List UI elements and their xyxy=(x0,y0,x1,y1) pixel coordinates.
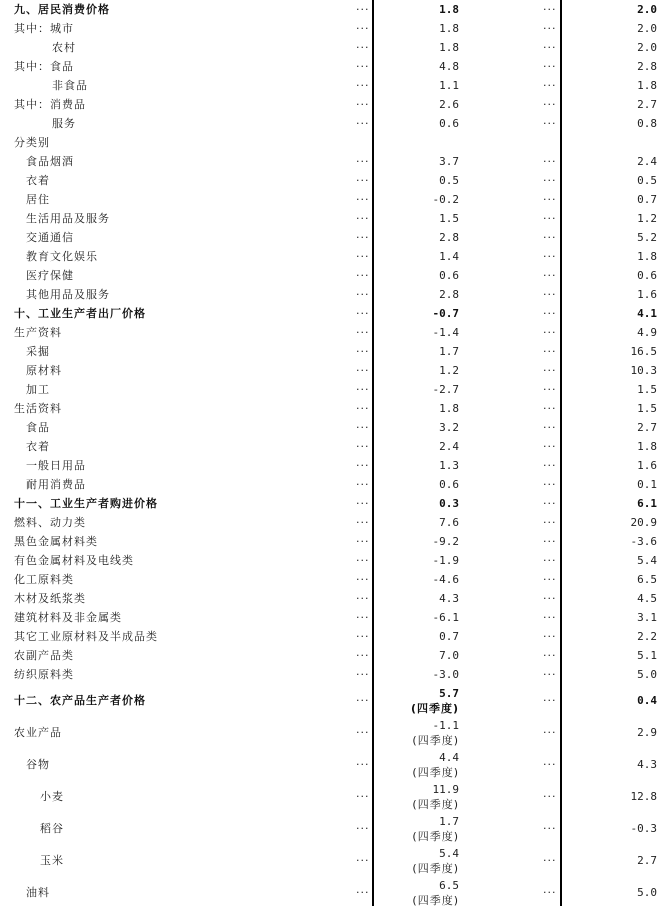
table-row xyxy=(0,665,666,684)
value-col1: 0.6 xyxy=(439,269,459,282)
value-col1: 2.6 xyxy=(439,98,459,111)
value-col2: 2.8 xyxy=(637,60,657,73)
period-note: (四季度) xyxy=(412,798,459,811)
value-col2: 6.1 xyxy=(637,497,657,510)
row-label: 医疗保健 xyxy=(26,269,74,282)
leader-dots: ··· xyxy=(543,174,557,187)
row-label: 一般日用品 xyxy=(26,459,86,472)
value-col2: 1.5 xyxy=(637,383,657,396)
value-col1: 7.6 xyxy=(439,516,459,529)
row-label: 分类别 xyxy=(14,136,50,149)
table-row xyxy=(0,532,666,551)
leader-dots: ··· xyxy=(356,592,370,605)
leader-dots: ··· xyxy=(356,611,370,624)
leader-dots: ··· xyxy=(543,41,557,54)
value-col2: 4.1 xyxy=(637,307,657,320)
leader-dots: ··· xyxy=(543,554,557,567)
table-row xyxy=(0,494,666,513)
leader-dots: ··· xyxy=(543,497,557,510)
leader-dots: ··· xyxy=(356,231,370,244)
leader-dots: ··· xyxy=(356,22,370,35)
table-row xyxy=(0,247,666,266)
row-label: 黑色金属材料类 xyxy=(14,535,98,548)
value-col1: 3.2 xyxy=(439,421,459,434)
row-label: 其他用品及服务 xyxy=(26,288,110,301)
leader-dots: ··· xyxy=(543,886,557,899)
table-row xyxy=(0,716,666,748)
leader-dots: ··· xyxy=(356,421,370,434)
leader-dots: ··· xyxy=(543,193,557,206)
value-col1: 2.8 xyxy=(439,231,459,244)
leader-dots: ··· xyxy=(356,345,370,358)
leader-dots: ··· xyxy=(356,117,370,130)
leader-dots: ··· xyxy=(543,307,557,320)
value-col1: 7.0 xyxy=(439,649,459,662)
table-row xyxy=(0,266,666,285)
row-label: 其中：食品 xyxy=(14,60,74,73)
value-col2: 4.3 xyxy=(637,758,657,771)
table-row xyxy=(0,190,666,209)
value-col1: -0.2 xyxy=(432,193,459,206)
value-col1: -1.1 xyxy=(432,719,459,732)
row-label: 其中：消费品 xyxy=(14,98,86,111)
leader-dots: ··· xyxy=(356,630,370,643)
value-col1: 5.4 xyxy=(439,847,459,860)
table-row xyxy=(0,608,666,627)
value-col2: 1.8 xyxy=(637,440,657,453)
leader-dots: ··· xyxy=(543,649,557,662)
row-label: 玉米 xyxy=(40,854,64,867)
row-label: 有色金属材料及电线类 xyxy=(14,554,134,567)
value-col1: 4.3 xyxy=(439,592,459,605)
row-label: 交通通信 xyxy=(26,231,74,244)
leader-dots: ··· xyxy=(356,307,370,320)
table-row xyxy=(0,38,666,57)
leader-dots: ··· xyxy=(543,288,557,301)
value-col2: 16.5 xyxy=(630,345,657,358)
value-col2: 20.9 xyxy=(630,516,657,529)
row-label: 采掘 xyxy=(26,345,50,358)
value-col1: 0.3 xyxy=(439,497,459,510)
row-label: 谷物 xyxy=(26,758,50,771)
leader-dots: ··· xyxy=(543,402,557,415)
table-row xyxy=(0,399,666,418)
value-col1: 1.7 xyxy=(439,345,459,358)
value-col1: -0.7 xyxy=(432,307,459,320)
leader-dots: ··· xyxy=(543,573,557,586)
value-col1: 1.3 xyxy=(439,459,459,472)
value-col1: 5.7 xyxy=(439,687,459,700)
leader-dots: ··· xyxy=(356,269,370,282)
table-row xyxy=(0,114,666,133)
leader-dots: ··· xyxy=(356,573,370,586)
row-label: 燃料、动力类 xyxy=(14,516,86,529)
value-col2: 2.2 xyxy=(637,630,657,643)
leader-dots: ··· xyxy=(543,326,557,339)
table-row xyxy=(0,152,666,171)
row-label: 衣着 xyxy=(26,174,50,187)
value-col2: 4.9 xyxy=(637,326,657,339)
row-label: 十二、农产品生产者价格 xyxy=(14,694,146,707)
value-col1: 1.4 xyxy=(439,250,459,263)
row-label: 生产资料 xyxy=(14,326,62,339)
row-label: 耐用消费品 xyxy=(26,478,86,491)
row-label: 生活资料 xyxy=(14,402,62,415)
value-col2: 1.2 xyxy=(637,212,657,225)
table-row xyxy=(0,513,666,532)
table-row xyxy=(0,684,666,716)
value-col1: 0.7 xyxy=(439,630,459,643)
leader-dots: ··· xyxy=(356,41,370,54)
leader-dots: ··· xyxy=(543,22,557,35)
leader-dots: ··· xyxy=(543,668,557,681)
row-label: 纺织原料类 xyxy=(14,668,74,681)
row-label: 油料 xyxy=(26,886,50,899)
value-col1: 0.6 xyxy=(439,117,459,130)
leader-dots: ··· xyxy=(543,98,557,111)
leader-dots: ··· xyxy=(543,421,557,434)
leader-dots: ··· xyxy=(356,497,370,510)
value-col2: 1.6 xyxy=(637,459,657,472)
table-row xyxy=(0,876,666,908)
leader-dots: ··· xyxy=(356,383,370,396)
leader-dots: ··· xyxy=(543,694,557,707)
value-col1: 0.6 xyxy=(439,478,459,491)
value-col2: 2.7 xyxy=(637,421,657,434)
value-col2: 5.1 xyxy=(637,649,657,662)
value-col2: 2.4 xyxy=(637,155,657,168)
leader-dots: ··· xyxy=(356,212,370,225)
value-col2: 0.6 xyxy=(637,269,657,282)
table-row xyxy=(0,780,666,812)
period-note: (四季度) xyxy=(412,734,459,747)
row-label: 教育文化娱乐 xyxy=(26,250,98,263)
value-col2: 3.1 xyxy=(637,611,657,624)
leader-dots: ··· xyxy=(543,117,557,130)
value-col1: 11.9 xyxy=(432,783,459,796)
leader-dots: ··· xyxy=(356,886,370,899)
leader-dots: ··· xyxy=(543,726,557,739)
value-col2: 2.7 xyxy=(637,854,657,867)
row-label: 食品烟酒 xyxy=(26,155,74,168)
row-label: 化工原料类 xyxy=(14,573,74,586)
table-row xyxy=(0,304,666,323)
leader-dots: ··· xyxy=(543,630,557,643)
leader-dots: ··· xyxy=(356,854,370,867)
period-note: (四季度) xyxy=(412,862,459,875)
value-col1: 6.5 xyxy=(439,879,459,892)
value-col1: -3.0 xyxy=(432,668,459,681)
leader-dots: ··· xyxy=(543,364,557,377)
value-col1: 1.7 xyxy=(439,815,459,828)
value-col2: 0.7 xyxy=(637,193,657,206)
table-row xyxy=(0,361,666,380)
row-label: 其它工业原材料及半成品类 xyxy=(14,630,158,643)
leader-dots: ··· xyxy=(356,402,370,415)
row-label: 居住 xyxy=(26,193,50,206)
value-col2: -0.3 xyxy=(630,822,657,835)
table-row xyxy=(0,589,666,608)
row-label: 农业产品 xyxy=(14,726,62,739)
leader-dots: ··· xyxy=(543,822,557,835)
table-row xyxy=(0,456,666,475)
row-label: 农村 xyxy=(52,41,76,54)
value-col2: 2.0 xyxy=(637,41,657,54)
row-label: 农副产品类 xyxy=(14,649,74,662)
leader-dots: ··· xyxy=(356,822,370,835)
table-row xyxy=(0,19,666,38)
leader-dots: ··· xyxy=(356,60,370,73)
value-col2: 6.5 xyxy=(637,573,657,586)
table-row xyxy=(0,76,666,95)
leader-dots: ··· xyxy=(543,155,557,168)
leader-dots: ··· xyxy=(543,79,557,92)
value-col1: -6.1 xyxy=(432,611,459,624)
leader-dots: ··· xyxy=(356,516,370,529)
value-col1: 1.5 xyxy=(439,212,459,225)
leader-dots: ··· xyxy=(356,758,370,771)
value-col1: 4.8 xyxy=(439,60,459,73)
table-row xyxy=(0,748,666,780)
leader-dots: ··· xyxy=(356,649,370,662)
row-label: 食品 xyxy=(26,421,50,434)
leader-dots: ··· xyxy=(543,440,557,453)
period-note: (四季度) xyxy=(412,894,459,907)
table-row xyxy=(0,475,666,494)
value-col1: 2.4 xyxy=(439,440,459,453)
value-col2: 1.8 xyxy=(637,250,657,263)
period-note: (四季度) xyxy=(412,766,459,779)
leader-dots: ··· xyxy=(543,231,557,244)
leader-dots: ··· xyxy=(356,554,370,567)
value-col2: 0.1 xyxy=(637,478,657,491)
table-row xyxy=(0,171,666,190)
leader-dots: ··· xyxy=(543,60,557,73)
table-row xyxy=(0,228,666,247)
leader-dots: ··· xyxy=(543,269,557,282)
row-label: 衣着 xyxy=(26,440,50,453)
leader-dots: ··· xyxy=(356,535,370,548)
value-col2: 0.4 xyxy=(637,694,657,707)
value-col1: 1.8 xyxy=(439,41,459,54)
value-col1: 2.8 xyxy=(439,288,459,301)
value-col1: 1.8 xyxy=(439,22,459,35)
leader-dots: ··· xyxy=(356,790,370,803)
table-row xyxy=(0,0,666,19)
table-row xyxy=(0,57,666,76)
table-row xyxy=(0,209,666,228)
leader-dots: ··· xyxy=(543,592,557,605)
leader-dots: ··· xyxy=(356,440,370,453)
value-col1: 1.1 xyxy=(439,79,459,92)
leader-dots: ··· xyxy=(356,98,370,111)
value-col2: 10.3 xyxy=(630,364,657,377)
value-col2: 5.0 xyxy=(637,886,657,899)
row-label: 稻谷 xyxy=(40,822,64,835)
leader-dots: ··· xyxy=(356,364,370,377)
row-label: 原材料 xyxy=(26,364,62,377)
value-col2: 2.9 xyxy=(637,726,657,739)
leader-dots: ··· xyxy=(543,250,557,263)
leader-dots: ··· xyxy=(356,694,370,707)
value-col1: -4.6 xyxy=(432,573,459,586)
leader-dots: ··· xyxy=(543,212,557,225)
row-label: 生活用品及服务 xyxy=(26,212,110,225)
value-col2: 0.5 xyxy=(637,174,657,187)
leader-dots: ··· xyxy=(543,611,557,624)
value-col1: -1.9 xyxy=(432,554,459,567)
value-col1: -2.7 xyxy=(432,383,459,396)
leader-dots: ··· xyxy=(356,326,370,339)
row-label: 服务 xyxy=(52,117,76,130)
leader-dots: ··· xyxy=(543,535,557,548)
value-col1: 1.2 xyxy=(439,364,459,377)
row-label: 木材及纸浆类 xyxy=(14,592,86,605)
value-col1: 4.4 xyxy=(439,751,459,764)
leader-dots: ··· xyxy=(356,193,370,206)
leader-dots: ··· xyxy=(356,726,370,739)
value-col1: 1.8 xyxy=(439,402,459,415)
table-row xyxy=(0,323,666,342)
value-col2: 0.8 xyxy=(637,117,657,130)
leader-dots: ··· xyxy=(543,478,557,491)
table-row xyxy=(0,812,666,844)
table-row xyxy=(0,570,666,589)
row-label: 十、工业生产者出厂价格 xyxy=(14,307,146,320)
value-col2: -3.6 xyxy=(630,535,657,548)
leader-dots: ··· xyxy=(543,854,557,867)
leader-dots: ··· xyxy=(543,3,557,16)
table-row xyxy=(0,646,666,665)
leader-dots: ··· xyxy=(356,79,370,92)
row-label: 加工 xyxy=(26,383,50,396)
leader-dots: ··· xyxy=(543,758,557,771)
leader-dots: ··· xyxy=(543,459,557,472)
leader-dots: ··· xyxy=(356,668,370,681)
value-col2: 1.5 xyxy=(637,402,657,415)
table-row xyxy=(0,380,666,399)
period-note: (四季度) xyxy=(410,702,459,715)
value-col1: -9.2 xyxy=(432,535,459,548)
row-label: 其中：城市 xyxy=(14,22,74,35)
leader-dots: ··· xyxy=(356,3,370,16)
leader-dots: ··· xyxy=(356,288,370,301)
leader-dots: ··· xyxy=(543,516,557,529)
leader-dots: ··· xyxy=(543,790,557,803)
row-label: 非食品 xyxy=(52,79,88,92)
table-row xyxy=(0,285,666,304)
value-col2: 5.4 xyxy=(637,554,657,567)
value-col1: -1.4 xyxy=(432,326,459,339)
value-col2: 2.7 xyxy=(637,98,657,111)
value-col1: 1.8 xyxy=(439,3,459,16)
row-label: 小麦 xyxy=(40,790,64,803)
row-label: 建筑材料及非金属类 xyxy=(14,611,122,624)
leader-dots: ··· xyxy=(356,478,370,491)
value-col1: 0.5 xyxy=(439,174,459,187)
value-col2: 5.0 xyxy=(637,668,657,681)
value-col2: 5.2 xyxy=(637,231,657,244)
value-col1: 3.7 xyxy=(439,155,459,168)
table-row xyxy=(0,437,666,456)
table-row xyxy=(0,627,666,646)
row-label: 十一、工业生产者购进价格 xyxy=(14,497,158,510)
row-label: 九、居民消费价格 xyxy=(14,3,110,16)
period-note: (四季度) xyxy=(412,830,459,843)
table-row xyxy=(0,551,666,570)
leader-dots: ··· xyxy=(356,174,370,187)
table-row xyxy=(0,342,666,361)
leader-dots: ··· xyxy=(543,345,557,358)
leader-dots: ··· xyxy=(543,383,557,396)
value-col2: 1.6 xyxy=(637,288,657,301)
table-row xyxy=(0,133,666,152)
table-row xyxy=(0,844,666,876)
table-row xyxy=(0,95,666,114)
value-col2: 1.8 xyxy=(637,79,657,92)
value-col2: 2.0 xyxy=(637,22,657,35)
value-col2: 12.8 xyxy=(630,790,657,803)
leader-dots: ··· xyxy=(356,250,370,263)
leader-dots: ··· xyxy=(356,459,370,472)
leader-dots: ··· xyxy=(356,155,370,168)
value-col2: 4.5 xyxy=(637,592,657,605)
value-col2: 2.0 xyxy=(637,3,657,16)
table-row xyxy=(0,418,666,437)
